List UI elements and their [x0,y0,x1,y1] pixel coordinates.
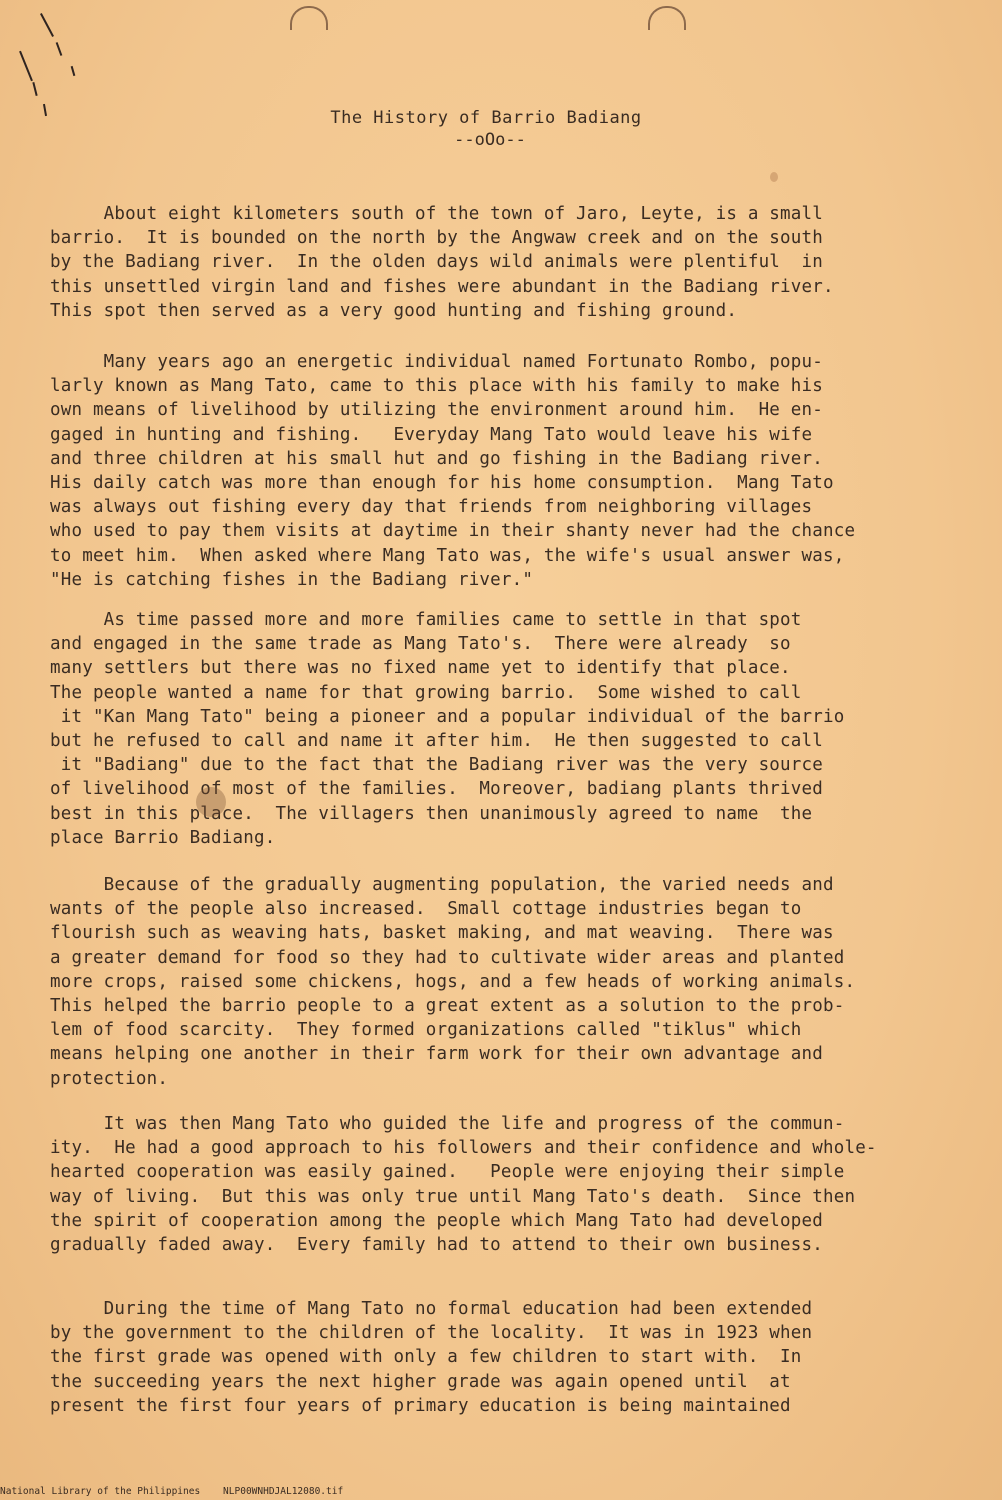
paragraph-2: Many years ago an energetic individual named Fortunato Rombo, popu- larly known as Mang Tato, came to this place with his family to make his own means of livelihood by utilizing the environment around him. He en- gaged in hunting and fishing. Everyday Mang Tato would leave his wife and three children at his small hut and go fishing in the Badiang river. His daily catch was more than enough for his home consumption. Mang Tato was always out fishing every day that friends from neighboring villages who used to pay them visits at daytime in their shanty never had the chance to meet him. When asked where Mang Tato was, the wife's usual answer was, "He is catching fishes in the Badiang river." [50,352,856,590]
paragraph-3: As time passed more and more families came to settle in that spot and engaged in the same trade as Mang Tato's. There were already so many settlers but there was no fixed name yet to identify that place. The people wanted a name for that growing barrio. Some wished to call it "Kan Mang Tato" being a pioneer and a popular individual of the barrio but he refused to call and name it after him. He then suggested to call it "Badiang" due to the fact that the Badiang river was the very source of livelihood of most of the families. Moreover, badiang plants thrived best in this place. The villagers then unanimously agreed to name the place Barrio Badiang. [50,610,845,848]
punch-hole-left [290,6,328,30]
paragraph-4: Because of the gradually augmenting population, the varied needs and wants of the people also increased. Small cottage industries began to flourish such as weaving hats, basket making, and mat weaving. There was a greater demand for food so they had to cultivate wider areas and planted more crops, raised some chickens, hogs, and a few heads of working animals. This helped the barrio people to a great extent as a solution to the prob- lem of food scarcity. They formed organizations called "tiklus" which means helping one another in their farm work for their own advantage and protection. [50,875,856,1089]
paper-stain [770,172,778,182]
ink-smudge [196,787,226,817]
paragraph-6: During the time of Mang Tato no formal education had been extended by the government to the children of the locality. It was in 1923 when the first grade was opened with only a few children to start with. In the succeeding years the next higher grade was again opened until at present the first four years of primary education is being maintained [50,1299,813,1416]
archive-footer: National Library of the Philippines NLP00WNHDJAL12080.tif [0,1486,344,1497]
punch-hole-right [648,6,686,30]
paragraph-1: About eight kilometers south of the town of Jaro, Leyte, is a small barrio. It is bounded on the north by the Angwaw creek and on the south by the Badiang river. In the olden days wild animals were plentiful in this unsettled virgin land and fishes were abundant in the Badiang river. This spot then served as a very good hunting and fishing ground. [50,204,834,321]
document-title: The History of Barrio Badiang [330,108,642,128]
paragraph-5: It was then Mang Tato who guided the life and progress of the commun- ity. He had a good approach to his followers and their confidence and whole- hearted cooperation was easily gained. People were enjoying their simple way of living. But this was only true until Mang Tato's death. Since then the spirit of cooperation among the people which Mang Tato had developed gradually faded away. Every family had to attend to their own business. [50,1114,877,1256]
title-divider: --oOo-- [454,130,526,150]
title-block [0,108,1002,150]
